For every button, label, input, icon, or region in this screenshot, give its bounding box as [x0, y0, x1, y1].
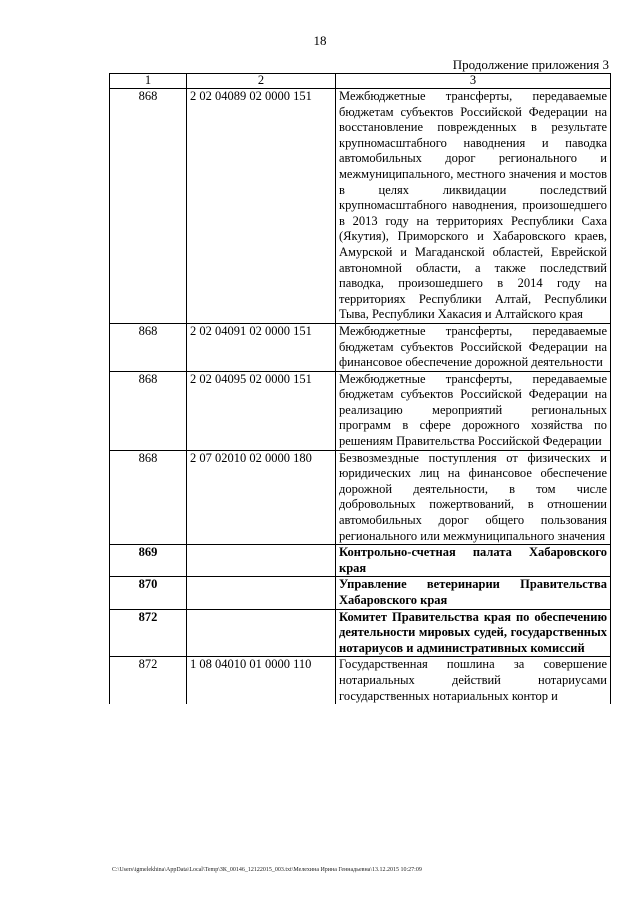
admin-code-cell: 869	[110, 545, 187, 577]
admin-code-cell: 868	[110, 371, 187, 450]
admin-code-cell: 868	[110, 323, 187, 371]
revenue-codes-table	[109, 73, 611, 704]
revenue-code-cell: 2 07 02010 02 0000 180	[187, 450, 336, 545]
description-cell: Межбюджетные трансферты, передаваемые бюджетам субъектов Российской Федерации на реализацию мероприятий региональных программ в сфере дорожного хозяйства по решениям Правительства Российской Федерации	[336, 371, 611, 450]
description-cell: Межбюджетные трансферты, передаваемые бюджетам субъектов Российской Федерации на восстановление поврежденных в результате крупномасштабного наводнения и паводка автомобильных дорог регионального и межмуниципального, местного значения и мостов в целях ликвидации последствий крупномасштабного наводнения, произошедшего в 2013 году на территориях Республики Саха (Якутия), Приморского и Хабаровского краев, Амурской и Магаданской областей, Еврейской автономной области, а также последствий паводка, произошедшего в 2014 году на территориях Республики Алтай, Республики Тыва, Республики Хакасия и Алтайского края	[336, 89, 611, 324]
column-header-2: 2	[187, 74, 336, 89]
revenue-code-cell: 1 08 04010 01 0000 110	[187, 657, 336, 704]
revenue-code-cell: 2 02 04089 02 0000 151	[187, 89, 336, 324]
admin-code-cell: 868	[110, 89, 187, 324]
description-cell: Межбюджетные трансферты, передаваемые бюджетам субъектов Российской Федерации на финансовое обеспечение дорожной деятельности	[336, 323, 611, 371]
admin-code-cell: 870	[110, 577, 187, 609]
page-number: 18	[313, 33, 327, 48]
column-header-1: 1	[110, 74, 187, 89]
table-row	[110, 657, 611, 704]
table-row	[110, 89, 611, 324]
description-cell: Государственная пошлина за совершение нотариальных действий нотариусами государственных нотариальных контор и	[336, 657, 611, 704]
revenue-code-cell: 2 02 04091 02 0000 151	[187, 323, 336, 371]
administrator-name-cell: Комитет Правительства края по обеспечению деятельности мировых судей, государственных нотариусов и административных комиссий	[336, 609, 611, 657]
table-row-administrator	[110, 577, 611, 609]
admin-code-cell: 872	[110, 609, 187, 657]
column-header-3: 3	[336, 74, 611, 89]
revenue-code-cell	[187, 545, 336, 577]
admin-code-cell: 868	[110, 450, 187, 545]
revenue-code-cell	[187, 577, 336, 609]
administrator-name-cell: Управление ветеринарии Правительства Хабаровского края	[336, 577, 611, 609]
revenue-code-cell	[187, 609, 336, 657]
description-cell: Безвозмездные поступления от физических и юридических лиц на финансовое обеспечение дорожной деятельности, в том числе добровольных пожертвований, в отношении автомобильных дорог общего пользования регионального или межмуниципального значения	[336, 450, 611, 545]
table-row	[110, 450, 611, 545]
admin-code-cell: 872	[110, 657, 187, 704]
table-row-administrator	[110, 545, 611, 577]
administrator-name-cell: Контрольно-счетная палата Хабаровского края	[336, 545, 611, 577]
continuation-label: Продолжение приложения 3	[452, 57, 609, 72]
table-row	[110, 323, 611, 371]
file-path-footer: C:\Users\igmelekhina\AppData\Local\Temp\ЗК_00146_12122015_003.txt\Мелехина Ирина Геннадьевна\13.12.2015 10:27:09	[112, 867, 422, 873]
table-row	[110, 371, 611, 450]
table-header-row	[110, 74, 611, 89]
table-row-administrator	[110, 609, 611, 657]
revenue-code-cell: 2 02 04095 02 0000 151	[187, 371, 336, 450]
